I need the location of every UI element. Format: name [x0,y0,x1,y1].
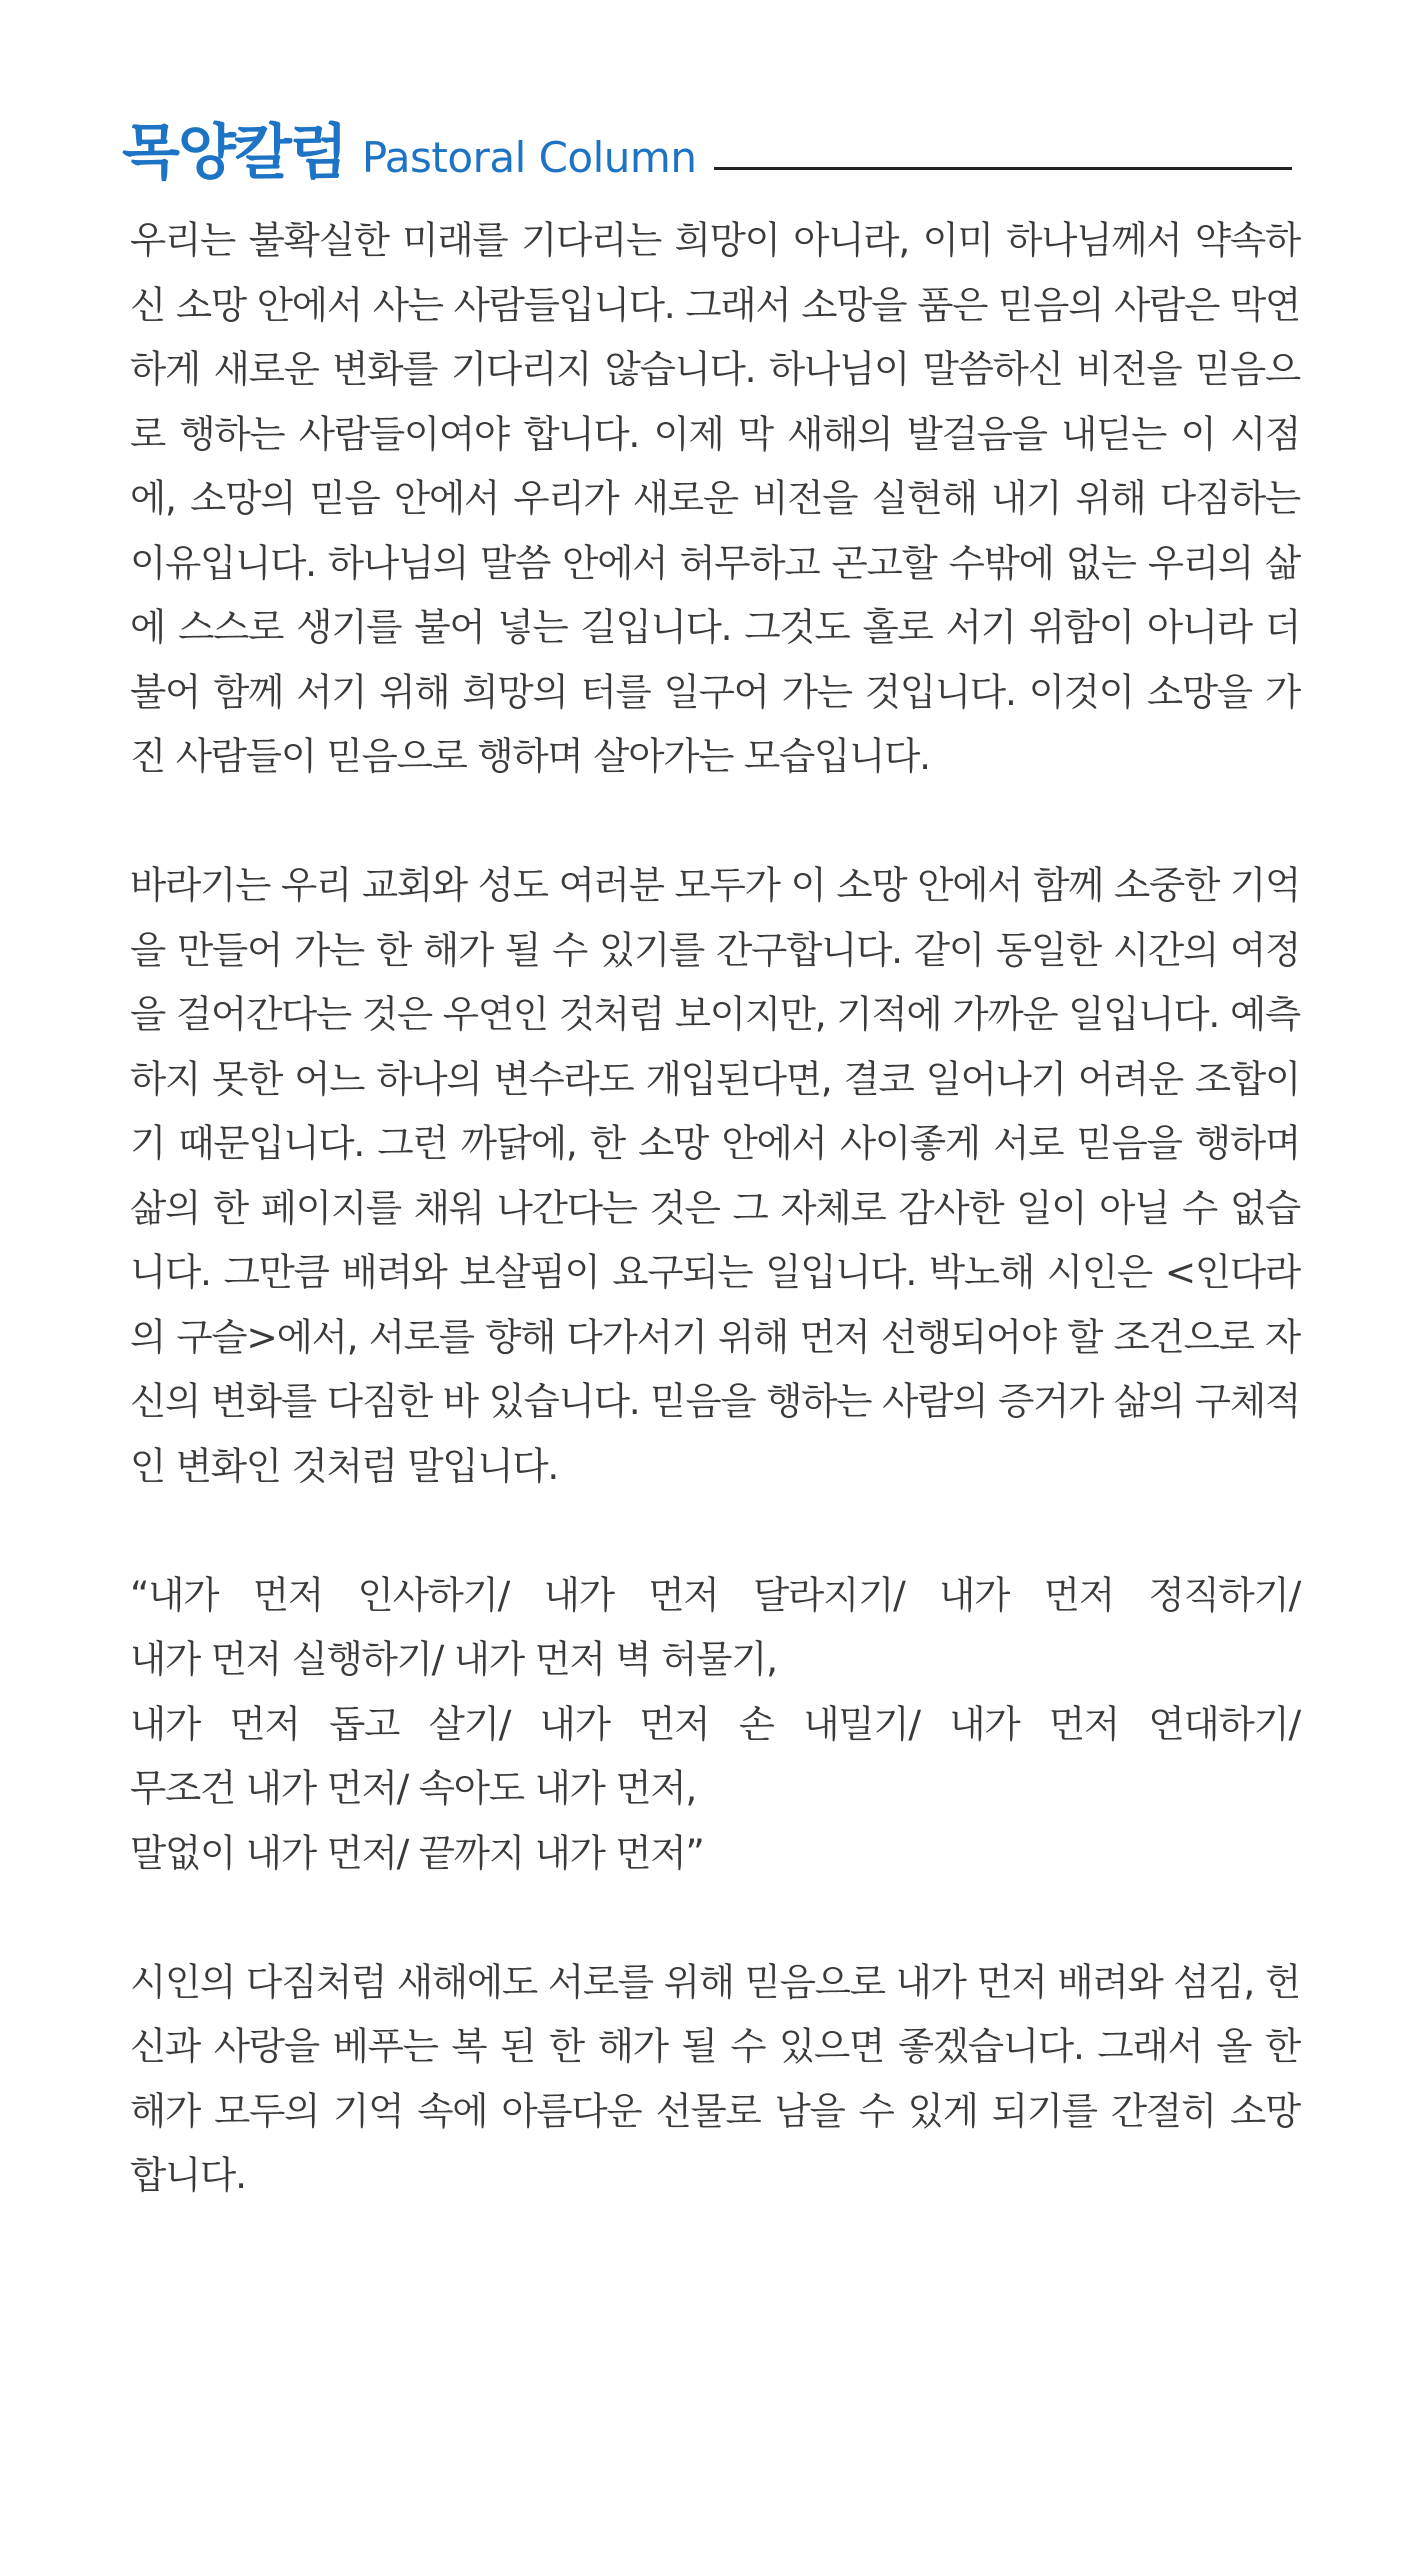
poem-line-3: 내가 먼저 돕고 살기/ 내가 먼저 손 내밀기/ 내가 먼저 연대하기/ [130,1701,1300,1746]
header-divider [714,167,1292,170]
paragraph-1: 우리는 불확실한 미래를 기다리는 희망이 아니라, 이미 하나님께서 약속하신 소망 안에서 사는 사람들입니다. 그래서 소망을 품은 믿음의 사람은 막연하게 새로운 변화를 기다리지 않습니다. 하나님이 말씀하신 비전을 믿음으로 행하는 사람들이여야 합니다. 이제 막 새해의 발걸음을 내딛는 이 시점에, 소망의 믿음 안에서 우리가 새로운 비전을 실현해 내기 위해 다짐하는 이유입니다. 하나님의 말씀 안에서 허무하고 곤고할 수밖에 없는 우리의 삶에 스스로 생기를 불어 넣는 길입니다. 그것도 홀로 서기 위함이 아니라 더불어 함께 서기 위해 희망의 터를 일구어 가는 것입니다. 이것이 소망을 가진 사람들이 믿음으로 행하며 살아가는 모습입니다. [130,218,1300,778]
poem-quote [130,1563,1300,1886]
poem-line-2: 내가 먼저 실행하기/ 내가 먼저 벽 허물기, [130,1637,777,1681]
poem-line-4: 무조건 내가 먼저/ 속아도 내가 먼저, [130,1766,697,1810]
column-title: 목양칼럼 [122,118,346,188]
column-subtitle: Pastoral Column [361,133,697,182]
paragraph-2: 바라기는 우리 교회와 성도 여러분 모두가 이 소망 안에서 함께 소중한 기억을 만들어 가는 한 해가 될 수 있기를 간구합니다. 같이 동일한 시간의 여정을 걸어간다는 것은 우연인 것처럼 보이지만, 기적에 가까운 일입니다. 예측하지 못한 어느 하나의 변수라도 개입된다면, 결코 일어나기 어려운 조합이기 때문입니다. 그런 까닭에, 한 소망 안에서 사이좋게 서로 믿음을 행하며 삶의 한 페이지를 채워 나간다는 것은 그 자체로 감사한 일이 아닐 수 없습니다. 그만큼 배려와 보살핌이 요구되는 일입니다. 박노해 시인은 <인다라의 구슬>에서, 서로를 향해 다가서기 위해 먼저 선행되어야 할 조건으로 자신의 변화를 다짐한 바 있습니다. 믿음을 행하는 사람의 증거가 삶의 구체적인 변화인 것처럼 말입니다. [130,863,1300,1488]
poem-line-5: 말없이 내가 먼저/ 끝까지 내가 먼저” [130,1830,704,1875]
column-header [122,108,1292,188]
paragraph-3: 시인의 다짐처럼 새해에도 서로를 위해 믿음으로 내가 먼저 배려와 섬김, 헌신과 사랑을 베푸는 복 된 한 해가 될 수 있으면 좋겠습니다. 그래서 올 한 해가 모두의 기억 속에 아름다운 선물로 남을 수 있게 되기를 간절히 소망 합니다. [130,1959,1300,2197]
poem-line-1: “내가 먼저 인사하기/ 내가 먼저 달라지기/ 내가 먼저 정직하기/ [130,1572,1300,1617]
column-body [130,208,1300,2272]
